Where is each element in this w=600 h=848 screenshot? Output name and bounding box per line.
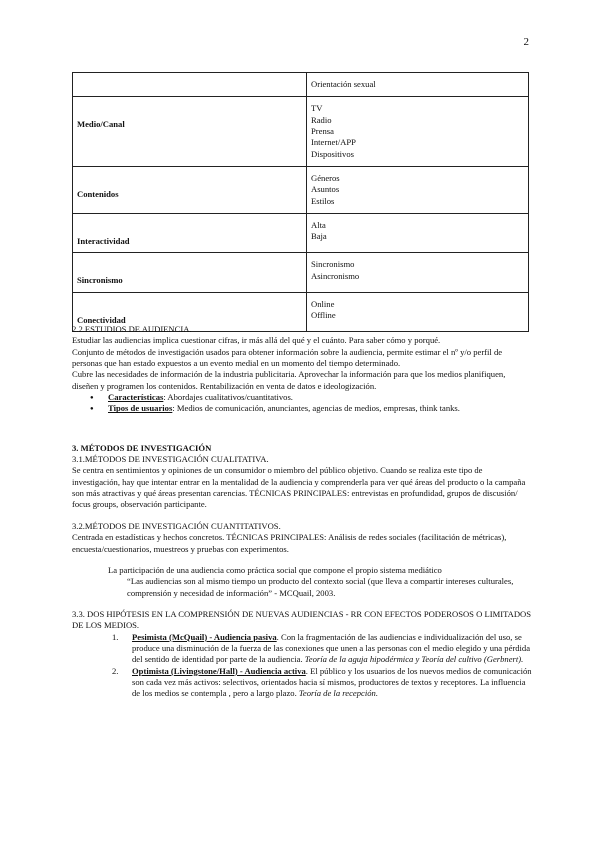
section-3-3-heading: 3.3. DOS HIPÓTESIS EN LA COMPRENSIÓN DE NUEVAS AUDIENCIAS - RR CON EFECTOS PODEROSOS O LIMITADOS DE LOS MEDIOS. [72, 608, 532, 631]
paragraph: Cubre las necesidades de información de la industria publicitaria. Aprovechar la información para que los medios planifiquen, diseñen y programen los contenidos. Rentabilización en venta de datos e ideologización. [72, 369, 506, 391]
table-value: Orientación sexual [311, 79, 376, 89]
bullet-list [72, 392, 532, 415]
table-values-cell [307, 167, 529, 214]
table-value: Radio [311, 114, 332, 125]
section-2-2-heading: 2.2.ESTUDIOS DE AUDIENCIA. [72, 324, 192, 334]
section-3-heading: 3. MÉTODOS DE INVESTIGACIÓN [72, 442, 212, 453]
paragraph: Estudiar las audiencias implica cuestionar cifras, ir más allá del qué y el cuánto. Para saber cómo y porqué. [72, 335, 441, 346]
table-label-cell: Medio/Canal [73, 97, 307, 167]
table-value: Dispositivos [311, 148, 354, 159]
hypothesis-term: Optimista (Livingstone/Hall) - Audiencia activa [132, 665, 306, 676]
list-item [112, 632, 532, 666]
document-body [72, 324, 532, 700]
bullet-term: Características [108, 392, 164, 403]
paragraph: Se centra en sentimientos y opiniones de un consumidor o miembro del público objetivo. Cuando se realiza este tipo de investigación, hay que intentar entrar en la mentalidad de la audiencia y comprenderla para ver qué áreas del producto o la campaña son más atractivas y qué áreas presentan carencias. TÉCNICAS PRINCIPALES: entrevistas en profundidad, grupos de discusión/ focus groups, observación participante. [72, 465, 526, 510]
hypothesis-text: . Con la fragmentación de las audiencias e individualización del uso, se produce una disminución de la fuerza de las conexiones que unen a las personas con el medio elegido y una pérdida del sentido de identidad por parte de la audiencia. [132, 631, 531, 665]
quote-intro: La participación de una audiencia como práctica social que compone el propio sistema mediático [108, 564, 442, 575]
section-3-1-heading: 3.1.MÉTODOS DE INVESTIGACIÓN CUALITATIVA. [72, 454, 269, 465]
hypothesis-theory: Teoría de la recepción. [296, 688, 378, 699]
audience-attributes-table [72, 72, 529, 332]
table-row [73, 214, 529, 253]
list-item [112, 666, 532, 700]
table-row [73, 73, 529, 97]
table-value: Sincronismo [311, 259, 355, 270]
table-label-cell [73, 73, 307, 97]
table-values-cell [307, 97, 529, 167]
table-label-cell: Conectividad [73, 292, 307, 331]
paragraph: Centrada en estadísticas y hechos concretos. TÉCNICAS PRINCIPALES: Análisis de redes sociales (facilitación de métricas), encuesta/cuestionarios, muestreos y pruebas con experimentos. [72, 532, 507, 554]
item-number: 2. [112, 665, 119, 676]
bullet-term: Tipos de usuarios [108, 403, 173, 414]
table-row [73, 167, 529, 214]
table-value: Géneros [311, 173, 340, 184]
item-number: 1. [112, 631, 119, 642]
table-label-cell: Interactividad [73, 214, 307, 253]
bullet-text: : Abordajes cualitativos/cuantitativos. [163, 392, 293, 403]
table-row [73, 253, 529, 292]
quote-text: “Las audiencias son al mismo tiempo un producto del contexto social (que lleva a compartir intereses culturales, comprensión y necesidad de información” - MCQuail, 2003. [127, 576, 514, 598]
table-value: Alta [311, 220, 326, 231]
list-item [90, 403, 532, 414]
table-values-cell [307, 73, 529, 97]
hypotheses-list [72, 632, 532, 700]
table-value: Baja [311, 231, 327, 242]
table-value: Asincronismo [311, 270, 360, 281]
hypothesis-theory: Teoría de la aguja hipodérmica y Teoría del cultivo (Gerbnert). [302, 654, 524, 665]
hypothesis-term: Pesimista (McQuail) - Audiencia pasiva [132, 631, 277, 642]
table-row [73, 97, 529, 167]
section-3-2-heading: 3.2.MÉTODOS DE INVESTIGACIÓN CUANTITATIVOS. [72, 520, 281, 531]
table-value: Offline [311, 310, 336, 321]
table-label-cell: Contenidos [73, 167, 307, 214]
table-values-cell [307, 214, 529, 253]
page-number: 2 [523, 36, 529, 48]
table-value: Estilos [311, 195, 335, 206]
bullet-text: : Medios de comunicación, anunciantes, agencias de medios, empresas, think tanks. [172, 403, 460, 414]
hypothesis-text: . El público y los usuarios de los nuevos medios de comunicación son cada vez más activos: selectivos, orientados hacia sí mismos, productores de textos y receptores. La influencia de los medios se contempla , pero a largo plazo. [132, 665, 532, 699]
table-value: Online [311, 298, 335, 309]
list-item [90, 392, 532, 403]
table-value: Internet/APP [311, 137, 356, 148]
table-label-cell: Sincronismo [73, 253, 307, 292]
paragraph: Conjunto de métodos de investigación usados para obtener información sobre la audiencia, permite estimar el nº y/o perfil de personas que han estado expuestos a un evento medial en un momento del tiempo determinado. [72, 346, 503, 369]
quote-block [72, 565, 532, 599]
table-value: Prensa [311, 126, 334, 137]
table-value: Asuntos [311, 184, 340, 195]
table-value: TV [311, 103, 323, 114]
table-values-cell [307, 253, 529, 292]
